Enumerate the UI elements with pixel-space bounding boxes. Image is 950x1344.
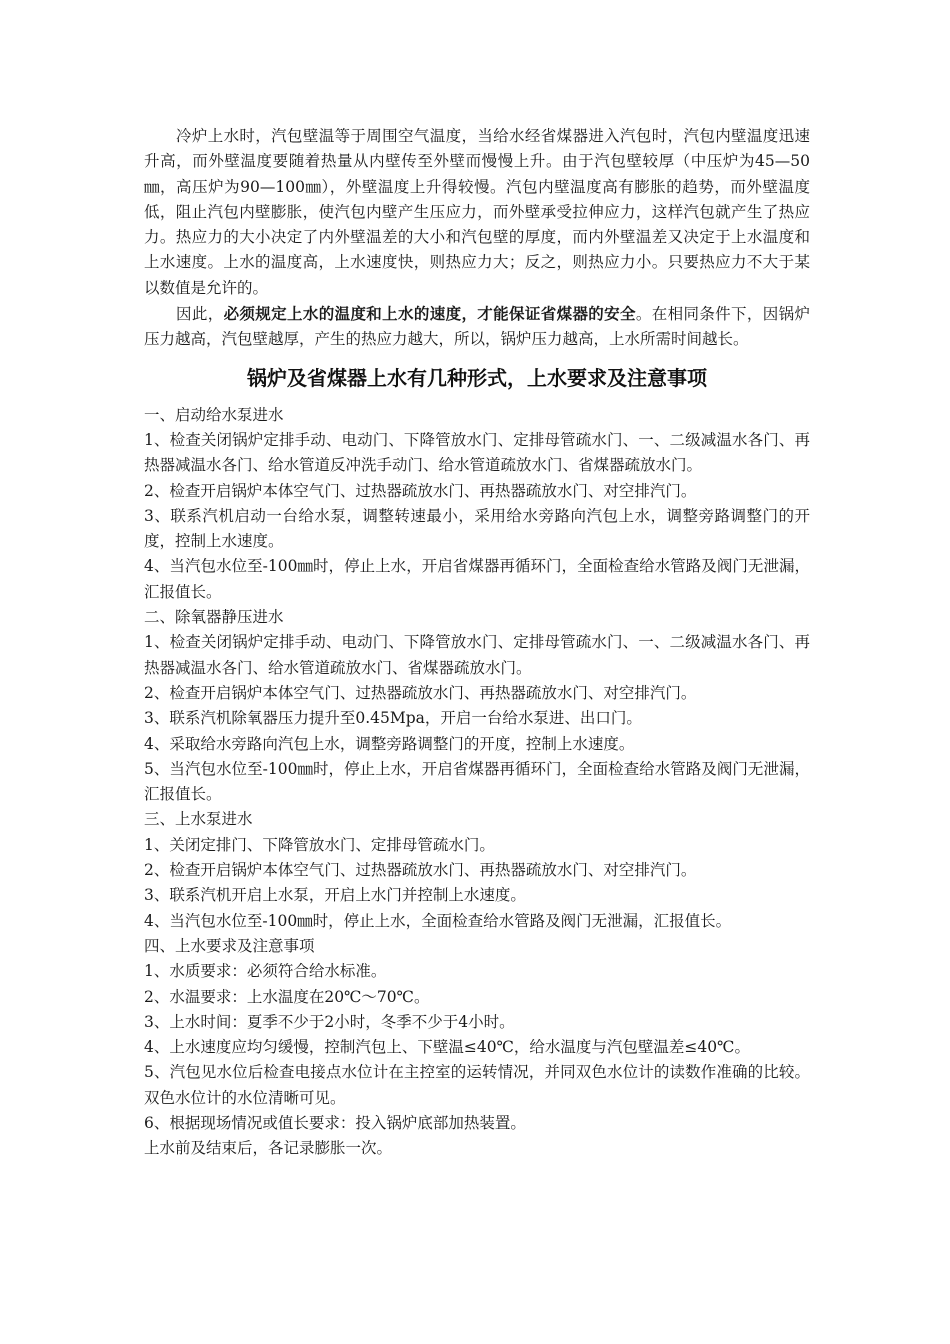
intro-paragraph-2-emphasis: 必须规定上水的温度和上水的速度，才能保证省煤器的安全 (223, 304, 636, 324)
document-page (144, 124, 810, 1162)
section-4-item-6: 6、根据现场情况或值长要求：投入锅炉底部加热装置。 (144, 1113, 526, 1132)
section-2-item-3: 3、联系汽机除氧器压力提升至0.45Mpa，开启一台给水泵进、出口门。 (144, 709, 642, 728)
section-2-title: 二、除氧器静压进水 (144, 608, 284, 627)
section-4-title: 四、上水要求及注意事项 (144, 936, 315, 955)
section-1-item-3: 3、联系汽机启动一台给水泵，调整转速最小，采用给水旁路向汽包上水，调整旁路调整门的开度，控制上水速度。 (144, 506, 810, 551)
section-1-item-2: 2、检查开启锅炉本体空气门、过热器疏放水门、再热器疏放水门、对空排汽门。 (144, 481, 697, 500)
section-4-item-4: 4、上水速度应均匀缓慢，控制汽包上、下壁温≤40℃，给水温度与汽包壁温差≤40℃。 (144, 1038, 750, 1057)
section-2-item-5: 5、当汽包水位至-100㎜时，停止上水，开启省煤器再循环门，全面检查给水管路及阀门无泄漏，汇报值长。 (144, 759, 810, 804)
section-4-note: 上水前及结束后，各记录膨胀一次。 (144, 1139, 393, 1158)
section-1-item-4: 4、当汽包水位至-100㎜时，停止上水，开启省煤器再循环门，全面检查给水管路及阀门无泄漏，汇报值长。 (144, 557, 810, 601)
intro-paragraph-2-lead: 因此， (176, 305, 224, 324)
section-2-item-1: 1、检查关闭锅炉定排手动、电动门、下降管放水门、定排母管疏水门、一、二级减温水各门、再热器减温水各门、给水管道疏放水门、省煤器疏放水门。 (144, 633, 810, 677)
section-2-item-4: 4、采取给水旁路向汽包上水，调整旁路调整门的开度，控制上水速度。 (144, 734, 635, 753)
intro-paragraph-2 (144, 301, 810, 353)
intro-paragraph-1: 冷炉上水时，汽包壁温等于周围空气温度，当给水经省煤器进入汽包时，汽包内壁温度迅速升高，而外壁温度要随着热量从内壁传至外壁而慢慢上升。由于汽包壁较厚（中压炉为45—50㎜，高压炉为90—100㎜），外壁温度上升得较慢。汽包内壁温度高有膨胀的趋势，而外壁温度低，阻止汽包内壁膨胀，使汽包内壁产生压应力，而外壁承受拉伸应力，这样汽包就产生了热应力。热应力的大小决定了内外壁温差的大小和汽包壁的厚度，而内外壁温差又决定于上水温度和上水速度。上水的温度高，上水速度快，则热应力大；反之，则热应力小。只要热应力不大于某以数值是允许的。 (144, 127, 810, 297)
section-4-item-3: 3、上水时间：夏季不少于2小时，冬季不少于4小时。 (144, 1012, 515, 1031)
section-3-item-2: 2、检查开启锅炉本体空气门、过热器疏放水门、再热器疏放水门、对空排汽门。 (144, 861, 697, 880)
section-1-title: 一、启动给水泵进水 (144, 405, 284, 424)
section-4-item-5: 5、汽包见水位后检查电接点水位计在主控室的运转情况，并同双色水位计的读数作准确的比较。双色水位计的水位清晰可见。 (144, 1063, 810, 1107)
section-3-item-4: 4、当汽包水位至-100㎜时，停止上水，全面检查给水管路及阀门无泄漏，汇报值长。 (144, 911, 732, 930)
section-1-item-1: 1、检查关闭锅炉定排手动、电动门、下降管放水门、定排母管疏水门、一、二级减温水各门、再热器减温水各门、给水管道反冲洗手动门、给水管道疏放水门、省煤器疏放水门。 (144, 430, 810, 475)
section-4-item-1: 1、水质要求：必须符合给水标准。 (144, 962, 387, 981)
section-2-item-2: 2、检查开启锅炉本体空气门、过热器疏放水门、再热器疏放水门、对空排汽门。 (144, 683, 697, 702)
section-3-title: 三、上水泵进水 (144, 810, 253, 829)
intro-paragraph-2-rest: 。在相同条件下，因锅炉压力越高，汽包壁越厚，产生的热应力越大，所以，锅炉压力越高，上水所需时间越长。 (144, 305, 810, 349)
section-3-item-1: 1、关闭定排门、下降管放水门、定排母管疏水门。 (144, 835, 495, 854)
section-4-item-2: 2、水温要求：上水温度在20℃～70℃。 (144, 987, 430, 1006)
section-heading: 锅炉及省煤器上水有几种形式，上水要求及注意事项 (247, 365, 707, 390)
section-3-item-3: 3、联系汽机开启上水泵，开启上水门并控制上水速度。 (144, 886, 526, 905)
